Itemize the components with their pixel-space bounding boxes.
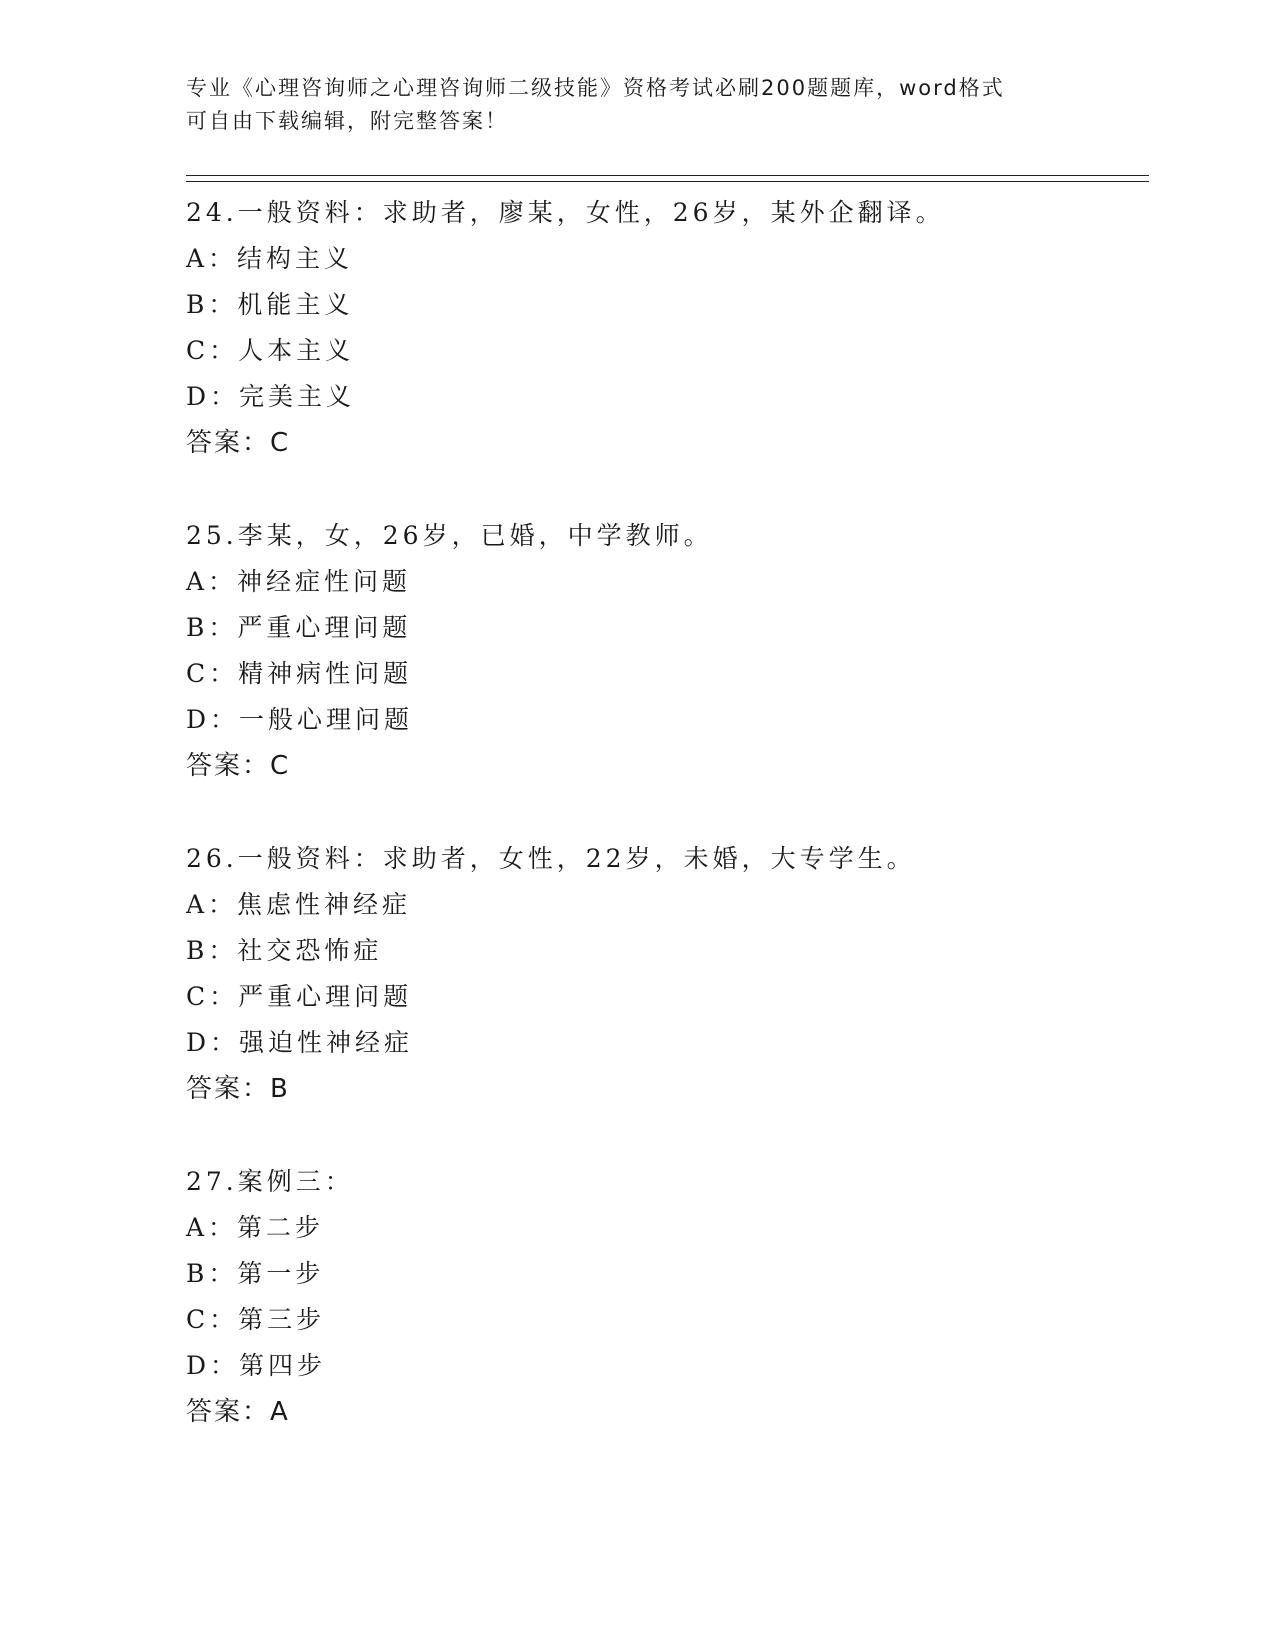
header-divider-top <box>186 175 1149 176</box>
option-c: C：精神病性问题 <box>186 659 413 688</box>
question-25 <box>186 513 1146 789</box>
option-d: D：完美主义 <box>186 382 356 411</box>
option-d: D：强迫性神经症 <box>186 1028 414 1057</box>
answer-line: 答案：B <box>186 1074 290 1104</box>
header-title-line-2: 可自由下载编辑，附完整答案！ <box>186 109 508 133</box>
option-a: A：神经症性问题 <box>186 567 412 596</box>
option-c: C：第三步 <box>186 1305 326 1334</box>
answer-line: 答案：A <box>186 1397 290 1427</box>
header-title-line-1: 专业《心理咨询师之心理咨询师二级技能》资格考试必刷200题题库，word格式 <box>186 76 1005 100</box>
question-stem: 24.一般资料：求助者，廖某，女性，26岁，某外企翻译。 <box>186 198 945 227</box>
option-b: B：严重心理问题 <box>186 613 412 642</box>
option-c: C：严重心理问题 <box>186 982 413 1011</box>
question-list <box>186 190 1146 1482</box>
option-d: D：第四步 <box>186 1351 327 1380</box>
question-26 <box>186 836 1146 1112</box>
header-divider-bottom <box>186 181 1149 182</box>
question-stem: 26.一般资料：求助者，女性，22岁，未婚，大专学生。 <box>186 844 916 873</box>
option-a: A：焦虑性神经症 <box>186 890 412 919</box>
question-stem: 27.案例三： <box>186 1167 354 1196</box>
question-24 <box>186 190 1146 466</box>
answer-line: 答案：C <box>186 428 291 458</box>
document-header <box>186 72 1086 138</box>
question-stem: 25.李某，女，26岁，已婚，中学教师。 <box>186 521 713 550</box>
answer-line: 答案：C <box>186 751 291 781</box>
option-a: A：结构主义 <box>186 244 354 273</box>
option-a: A：第二步 <box>186 1213 325 1242</box>
option-d: D：一般心理问题 <box>186 705 414 734</box>
question-27 <box>186 1159 1146 1435</box>
option-c: C：人本主义 <box>186 336 355 365</box>
option-b: B：机能主义 <box>186 290 354 319</box>
option-b: B：第一步 <box>186 1259 325 1288</box>
option-b: B：社交恐怖症 <box>186 936 383 965</box>
